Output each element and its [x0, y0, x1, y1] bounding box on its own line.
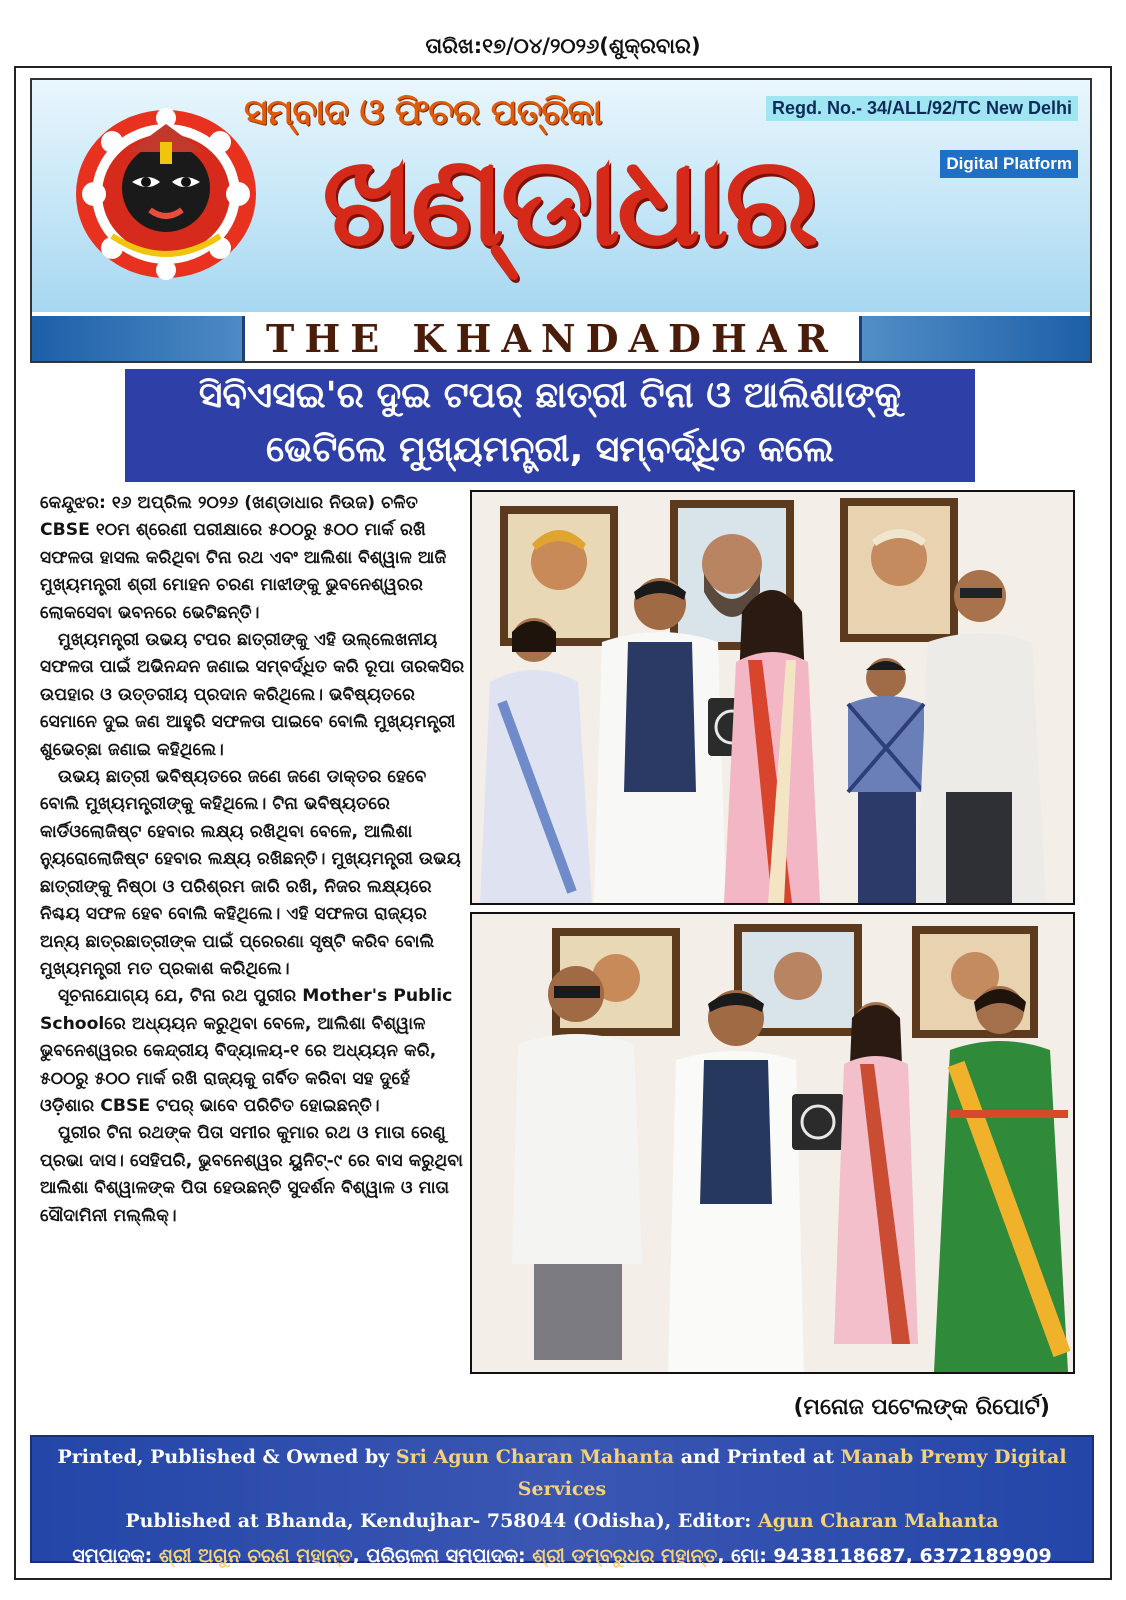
- article-paragraph: ପୁରୀର ଟିନା ରଥଙ୍କ ପିତା ସମୀର କୁମାର ରଥ ଓ ମାତା ରେଣୁ ପ୍ରଭା ଦାସ। ସେହିପରି, ଭୁବନେଶ୍ୱର ୟୁନିଟ୍-୯ ରେ ବାସ କରୁଥିବା ଆଲିଶା ବିଶ୍ୱାଳଙ୍କ ପିତା ହେଉଛନ୍ତି ସୁଦର୍ଶନ ବିଶ୍ୱାଳ ଓ ମାତା ସୌଦାମିନୀ ମଲ୍ଲିକ୍।: [40, 1123, 463, 1226]
- footer-contact: , ମୋ: 9438118687, 6372189909: [717, 1545, 1052, 1567]
- headline-line-2: ଭେଟିଲେ ମୁଖ୍ୟମନ୍ତ୍ରୀ, ସମ୍ବର୍ଦ୍ଧିତ କଲେ: [265, 429, 835, 470]
- headline-line-1: ସିବିଏସଇ'ର ଦୁଇ ଟପର୍ ଛାତ୍ରୀ ଟିନା ଓ ଆଲିଶାଙ୍କୁ: [198, 375, 902, 416]
- photo-1-illustration: [472, 492, 1073, 903]
- footer-text: Published at Bhanda, Kendujhar- 758044 (Odisha), Editor:: [125, 1510, 758, 1532]
- footer-line-2: [32, 1505, 1092, 1537]
- article-paragraph: ଉଭୟ ଛାତ୍ରୀ ଭବିଷ୍ୟତରେ ଜଣେ ଜଣେ ଡାକ୍ତର ହେବେ ବୋଲି ମୁଖ୍ୟମନ୍ତ୍ରୀଙ୍କୁ କହିଥିଲେ। ଟିନା ଭବିଷ୍ୟତରେ କାର୍ଡିଓଲୋଜିଷ୍ଟ ହେବାର ଲକ୍ଷ୍ୟ ରଖିଥିବା ବେଳେ, ଆଲିଶା ନ୍ୟୁରୋଲୋଜିଷ୍ଟ ହେବାର ଲକ୍ଷ୍ୟ ରଖିଛନ୍ତି। ମୁଖ୍ୟମନ୍ତ୍ରୀ ଉଭୟ ଛାତ୍ରୀଙ୍କୁ ନିଷ୍ଠା ଓ ପରିଶ୍ରମ ଜାରି ରଖି, ନିଜର ଲକ୍ଷ୍ୟରେ ନିଶ୍ଚୟ ସଫଳ ହେବ ବୋଲି କହିଥିଲେ। ଏହି ସଫଳତା ରାଜ୍ୟର ଅନ୍ୟ ଛାତ୍ରଛାତ୍ରୀଙ୍କ ପାଇଁ ପ୍ରେରଣା ସୃଷ୍ଟି କରିବ ବୋଲି ମୁଖ୍ୟମନ୍ତ୍ରୀ ମତ ପ୍ରକାଶ କରିଥିଲେ।: [40, 767, 461, 979]
- footer-text: Printed, Published & Owned by: [57, 1446, 396, 1468]
- masthead-tagline: ସମ୍ବାଦ ଓ ଫିଚର ପତ୍ରିକା: [244, 92, 602, 133]
- english-title-box: [242, 316, 862, 361]
- article-body: [40, 490, 468, 1230]
- footer-publisher: Sri Agun Charan Mahanta: [395, 1446, 675, 1468]
- footer-line-3: [32, 1537, 1092, 1575]
- photo-felicitation-1: [470, 490, 1075, 905]
- footer-text: ସମ୍ପାଦକ:: [72, 1545, 159, 1567]
- photo-2-illustration: [472, 914, 1073, 1372]
- footer-line-1: [32, 1441, 1092, 1505]
- footer-editor-odia: ଶ୍ରୀ ଅଗୁନ ଚରଣ ମହାନ୍ତ: [158, 1545, 353, 1567]
- registration-number: Regd. No.- 34/ALL/92/TC New Delhi: [766, 96, 1078, 121]
- english-title: THE KHANDADHAR: [266, 316, 838, 361]
- article-paragraph: କେନ୍ଦୁଝର: ୧୬ ଅପ୍ରିଲ ୨୦୨୬ (ଖଣ୍ଡାଧାର ନିଉଜ) ଚଳିତ CBSE ୧୦ମ ଶ୍ରେଣୀ ପରୀକ୍ଷାରେ ୫୦୦ରୁ ୫୦୦ ମାର୍କ ରଖି ସଫଳତା ହାସଲ କରିଥିବା ଟିନା ରଥ ଏବଂ ଆଲିଶା ବିଶ୍ୱାଳ ଆଜି ମୁଖ୍ୟମନ୍ତ୍ରୀ ଶ୍ରୀ ମୋହନ ଚରଣ ମାଝୀଙ୍କୁ ଭୁବନେଶ୍ୱରର ଲୋକସେବା ଭବନରେ ଭେଟିଛନ୍ତି।: [40, 493, 447, 623]
- article-paragraph: ମୁଖ୍ୟମନ୍ତ୍ରୀ ଉଭୟ ଟପର ଛାତ୍ରୀଙ୍କୁ ଏହି ଉଲ୍ଲେଖନୀୟ ସଫଳତା ପାଇଁ ଅଭିନନ୍ଦନ ଜଣାଇ ସମ୍ବର୍ଦ୍ଧିତ କରି ରୂପା ତାରକସିର ଉପହାର ଓ ଉତ୍ତରୀୟ ପ୍ରଦାନ କରିଥିଲେ। ଭବିଷ୍ୟତରେ ସେମାନେ ଦୁଇ ଜଣ ଆହୁରି ସଫଳତା ପାଇବେ ବୋଲି ମୁଖ୍ୟମନ୍ତ୍ରୀ ଶୁଭେଚ୍ଛା ଜଣାଇ କହିଥିଲେ।: [40, 630, 465, 760]
- deity-emblem-icon: [72, 102, 260, 280]
- masthead: [30, 78, 1092, 363]
- headline-box: [125, 369, 975, 482]
- footer-text: , ପରିଚାଳନା ସମ୍ପାଦକ:: [352, 1545, 533, 1567]
- footer: [30, 1435, 1094, 1567]
- photo-felicitation-2: [470, 912, 1075, 1374]
- digital-platform-badge: Digital Platform: [940, 150, 1078, 178]
- footer-text: and Printed at: [674, 1446, 841, 1468]
- date-line: ତାରିଖ:୧୭/୦୪/୨୦୨୬(ଶୁକ୍ରବାର): [425, 34, 701, 58]
- byline: (ମନୋଜ ପଟେଲଙ୍କ ରିପୋର୍ଟ): [793, 1395, 1050, 1420]
- footer-printer: Manab Premy Digital Services: [517, 1446, 1067, 1500]
- masthead-title: ଖଣ୍ଡାଧାର: [322, 130, 815, 274]
- article-paragraph: ସୂଚନାଯୋଗ୍ୟ ଯେ, ଟିନା ରଥ ପୁରୀର Mother's Public Schoolରେ ଅଧ୍ୟୟନ କରୁଥିବା ବେଳେ, ଆଲିଶା ବିଶ୍ୱାଳ ଭୁବନେଶ୍ୱରର କେନ୍ଦ୍ରୀୟ ବିଦ୍ୟାଳୟ-୧ ରେ ଅଧ୍ୟୟନ କରି, ୫୦୦ରୁ ୫୦୦ ମାର୍କ ରଖି ରାଜ୍ୟକୁ ଗର୍ବିତ କରିବା ସହ ଦୁହେଁ ଓଡ଼ିଶାର CBSE ଟପର୍ ଭାବେ ପରିଚିତ ହୋଇଛନ୍ତି।: [40, 986, 453, 1116]
- footer-editor: Agun Charan Mahanta: [757, 1510, 999, 1532]
- footer-managing-editor: ଶ୍ରୀ ଡମ୍ବରୁଧର ମହାନ୍ତ: [532, 1545, 718, 1567]
